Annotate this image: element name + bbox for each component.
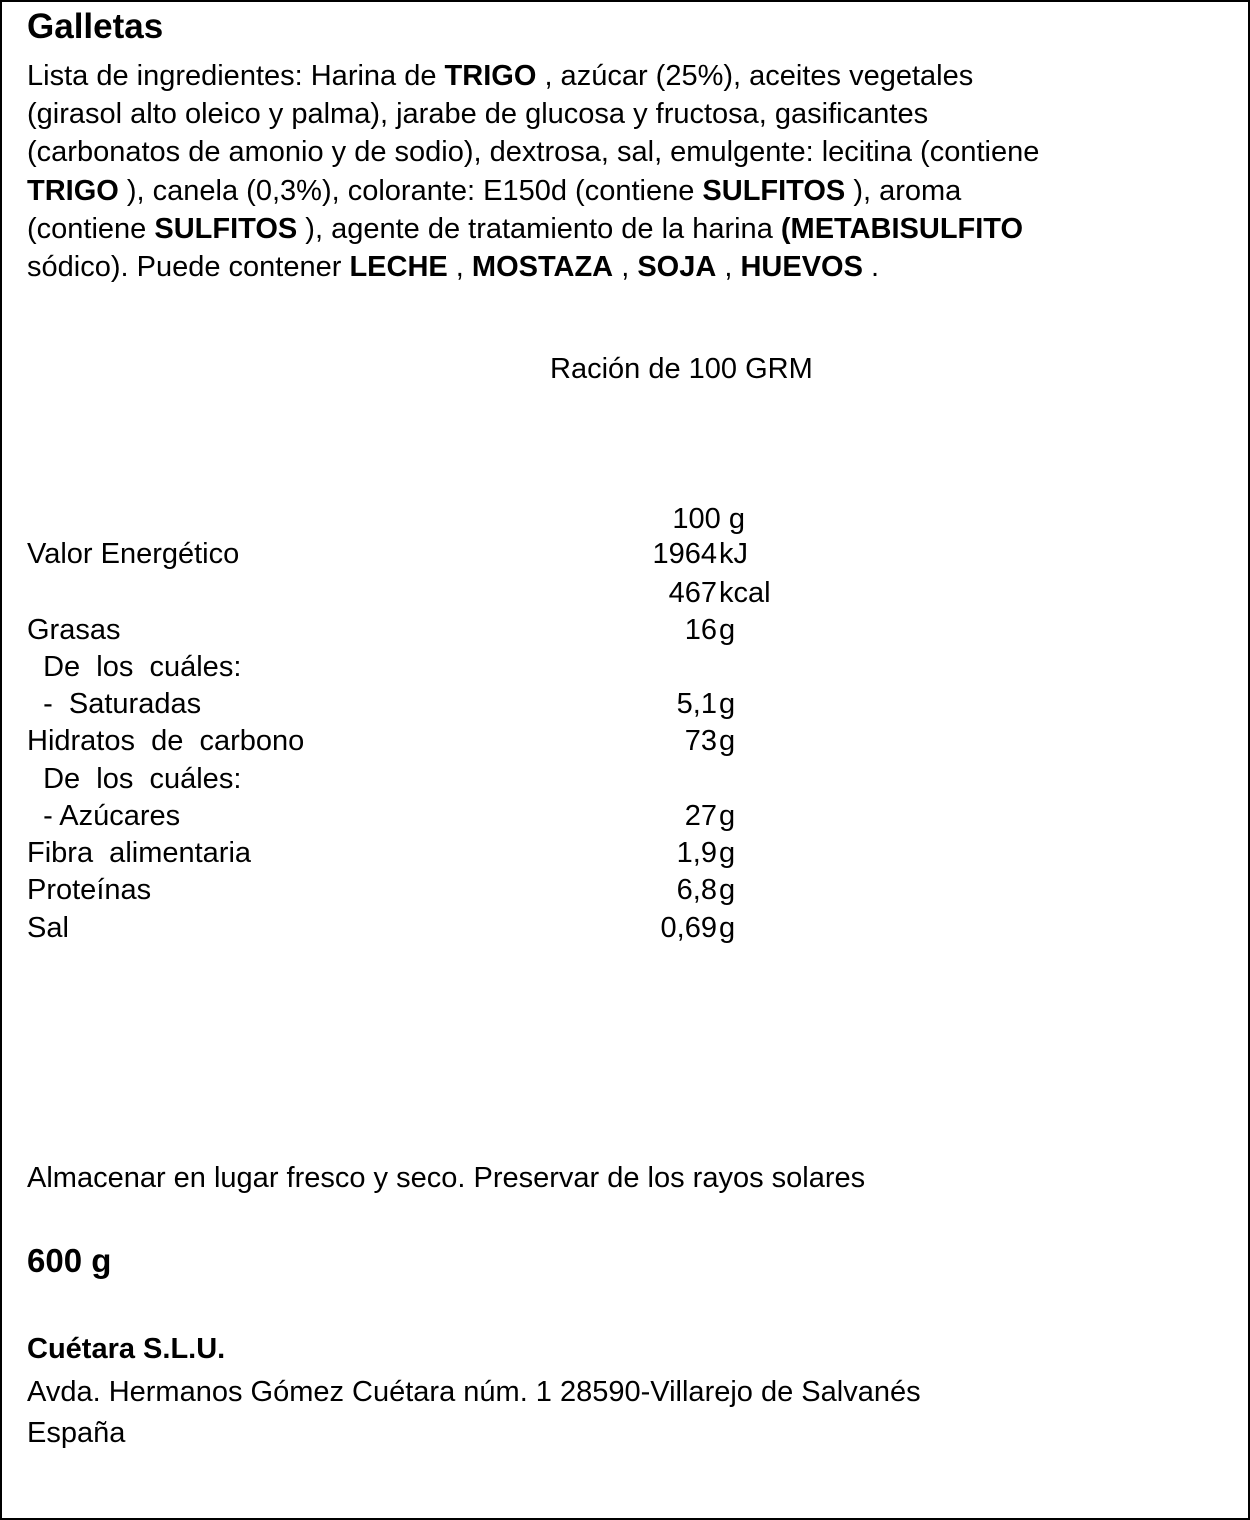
nutrient-label: Sal [27, 912, 69, 944]
allergen-text: HUEVOS [740, 251, 863, 284]
storage-instructions: Almacenar en lugar fresco y seco. Preservar de los rayos solares [27, 1162, 866, 1194]
ingredients-line [27, 57, 1207, 95]
ingredients-text: (girasol alto oleico y palma), jarabe de glucosa y fructosa, gasificantes [27, 98, 929, 131]
nutrient-label: - Saturadas [27, 688, 202, 720]
nutrient-label: - Azúcares [27, 800, 181, 832]
allergen-text: LECHE [349, 251, 448, 284]
ingredients-text: , [613, 251, 638, 284]
manufacturer-name: Cuétara S.L.U. [27, 1333, 226, 1365]
serving-size: Ración de 100 GRM [550, 353, 813, 385]
manufacturer-address: Avda. Hermanos Gómez Cuétara núm. 1 28590-Villarejo de Salvanés [27, 1376, 921, 1408]
nutrient-unit: g [719, 912, 736, 944]
column-header: 100 g [672, 503, 745, 535]
ingredients-text: sódico). Puede contener [27, 251, 350, 284]
ingredients-text: (carbonatos de amonio y de sodio), dextrosa, sal, emulgente: lecitina (contiene [27, 136, 1040, 169]
nutrient-value: 6,8 [676, 874, 717, 906]
ingredients-text: . [862, 251, 880, 284]
nutrient-value: 16 [684, 614, 717, 646]
energy-kcal-value: 467 [668, 577, 717, 609]
nutrient-unit: g [719, 614, 736, 646]
nutrient-unit: g [719, 725, 736, 757]
allergen-text: SULFITOS [702, 174, 846, 207]
allergen-text: TRIGO [27, 174, 119, 207]
nutrient-label: De los cuáles: [27, 651, 242, 683]
ingredients-text: ), agente de tratamiento de la harina [297, 212, 781, 245]
allergen-text: SULFITOS [154, 212, 298, 245]
nutrient-label: Hidratos de carbono [27, 725, 305, 757]
ingredients-line [27, 95, 1207, 133]
ingredients-text: ), canela (0,3%), colorante: E150d (contiene [118, 174, 703, 207]
nutrient-label: De los cuáles: [27, 763, 242, 795]
allergen-text: TRIGO [444, 60, 537, 92]
product-title: Galletas [27, 7, 164, 46]
manufacturer-country: España [27, 1417, 126, 1449]
ingredients-text: ), aroma [845, 174, 962, 207]
nutrient-value: 73 [684, 725, 717, 757]
ingredients-list [27, 57, 1207, 286]
ingredients-line [27, 172, 1207, 210]
energy-kcal-unit: kcal [719, 577, 771, 609]
ingredients-text: (contiene [27, 212, 155, 245]
nutrient-label: Grasas [27, 614, 121, 646]
ingredients-text: , azúcar (25%), aceites vegetales [536, 60, 974, 92]
allergen-text: (METABISULFITO [780, 212, 1024, 245]
ingredients-text: Lista de ingredientes: Harina de [27, 60, 445, 92]
ingredients-text: , [716, 251, 741, 284]
nutrient-unit: g [719, 688, 736, 720]
nutrient-label: Fibra alimentaria [27, 837, 252, 869]
nutrient-unit: g [719, 874, 736, 906]
ingredients-line [27, 248, 1207, 286]
ingredients-line [27, 133, 1207, 171]
nutrient-value: 5,1 [676, 688, 717, 720]
energy-kj-unit: kJ [719, 538, 748, 570]
nutrient-unit: g [719, 837, 736, 869]
nutrient-value: 0,69 [660, 912, 717, 944]
nutrient-value: 27 [684, 800, 717, 832]
nutrient-unit: g [719, 800, 736, 832]
energy-kj-value: 1964 [652, 538, 717, 570]
nutrient-value: 1,9 [676, 837, 717, 869]
ingredients-line [27, 210, 1207, 248]
allergen-text: MOSTAZA [471, 251, 614, 284]
ingredients-text: , [447, 251, 472, 284]
net-weight: 600 g [27, 1242, 112, 1279]
nutrient-label: Proteínas [27, 874, 152, 906]
energy-label: Valor Energético [27, 538, 240, 570]
allergen-text: SOJA [637, 251, 717, 284]
